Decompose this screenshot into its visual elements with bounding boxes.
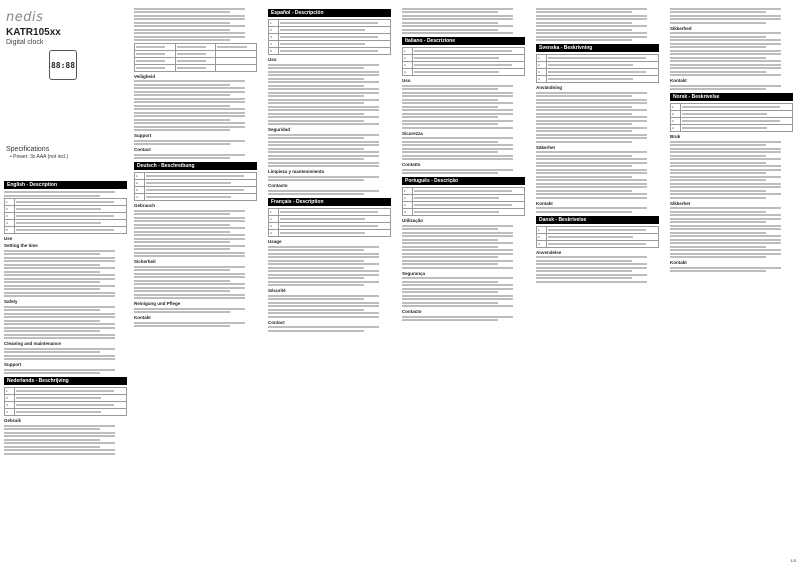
heading-anvendelse: Anvendelse	[536, 249, 562, 255]
heading-safety: Safety	[4, 299, 18, 304]
heading-kontakt-sv: Kontakt	[536, 200, 553, 206]
heading-gebruik: Gebruik	[4, 418, 22, 423]
section-title-francais: Français - Description	[268, 198, 391, 206]
heading-kontakt-da: Kontakt	[670, 78, 687, 83]
spec-power: • Power: 3x AAA (not incl.)	[10, 154, 69, 160]
heading-uso-it: Uso	[402, 78, 411, 83]
heading-sikkerhet: Sikkerhet	[670, 200, 691, 206]
heading-cleaning: Cleaning and maintenance	[4, 341, 62, 346]
section-title-portugues: Português - Descrição	[402, 177, 525, 185]
column-2	[134, 6, 257, 558]
heading-kontakt: Kontakt	[134, 315, 151, 320]
column-6	[670, 6, 793, 558]
specifications-title: Specifications	[6, 146, 50, 153]
column-5	[536, 6, 659, 558]
parts-table-no: 1 2 3 4	[670, 103, 793, 132]
temp-table-nl	[134, 43, 257, 72]
heading-setting-time: Setting the time	[4, 243, 38, 248]
section-title-nederlands: Nederlands - Beschrijving	[4, 377, 127, 385]
heading-kontakt-no: Kontakt	[670, 260, 687, 265]
heading-contacto-pt: Contacto	[402, 309, 422, 314]
heading-anvandning: Användning	[536, 85, 562, 90]
section-title-english: English - Description	[4, 181, 127, 189]
section-title-espanol: Español - Descripción	[268, 9, 391, 17]
heading-securite: Sécurité	[268, 288, 286, 293]
heading-nl-support: Support	[134, 133, 152, 138]
parts-table-sv: 1 2 3 4	[536, 54, 659, 83]
clock-digits: 88:88	[50, 60, 76, 70]
heading-gebrauch: Gebrauch	[134, 203, 156, 208]
heading-reinigung: Reinigung und Pflege	[134, 301, 181, 306]
parts-table-da: 1 2 3	[536, 226, 659, 248]
parts-table-en: 1 2 3 4 5	[4, 198, 127, 234]
column-1	[4, 6, 127, 558]
parts-table-es: 1 2 3 4 5	[268, 19, 391, 55]
brand-logo: nedis	[6, 10, 44, 25]
product-subtitle: Digital clock	[6, 39, 44, 46]
parts-table-it: 1 2 3 4	[402, 47, 525, 76]
heading-limpieza: Limpieza y mantenimiento	[268, 169, 325, 174]
heading-usage: Usage	[268, 239, 282, 244]
heading-seguridad: Seguridad	[268, 127, 291, 132]
section-title-dansk: Dansk - Beskrivelse	[536, 216, 659, 224]
heading-uso: Uso	[268, 57, 277, 62]
section-title-svenska: Svenska - Beskrivning	[536, 44, 659, 52]
heading-contacto-es: Contacto	[268, 183, 288, 188]
heading-sicurezza: Sicurezza	[402, 130, 423, 136]
section-title-norsk: Norsk - Beskrivelse	[670, 93, 793, 101]
heading-sikkerhed: Sikkerhed	[670, 25, 692, 31]
clock-illustration	[49, 50, 77, 80]
page-number: 1/3	[790, 558, 796, 563]
section-title-italiano: Italiano - Descrizione	[402, 37, 525, 45]
heading-sicherheit: Sicherheit	[134, 259, 156, 264]
heading-utilizacao: Utilização	[402, 218, 424, 223]
heading-support: Support	[4, 362, 22, 367]
column-3	[268, 6, 391, 558]
parts-table-fr: 1 2 3 4	[268, 208, 391, 237]
heading-veiligheid: Veiligheid	[134, 73, 156, 79]
parts-table-de: 1 2 3 4	[134, 172, 257, 201]
heading-nl-contact: Contact	[134, 147, 151, 152]
heading-contatto: Contatto	[402, 162, 421, 167]
section-title-deutsch: Deutsch - Beschreibung	[134, 162, 257, 170]
heading-sakerhet: Säkerhet	[536, 144, 556, 150]
column-4	[402, 6, 525, 558]
heading-bruk: Bruk	[670, 134, 681, 139]
parts-table-nl: 1 2 3 4	[4, 387, 127, 416]
heading-use: Use	[4, 236, 13, 241]
heading-seguranca: Segurança	[402, 270, 426, 276]
heading-contact-fr: Contact	[268, 319, 285, 325]
parts-table-pt: 1 2 3 4	[402, 187, 525, 216]
model-number: KATR105xx	[6, 27, 61, 38]
